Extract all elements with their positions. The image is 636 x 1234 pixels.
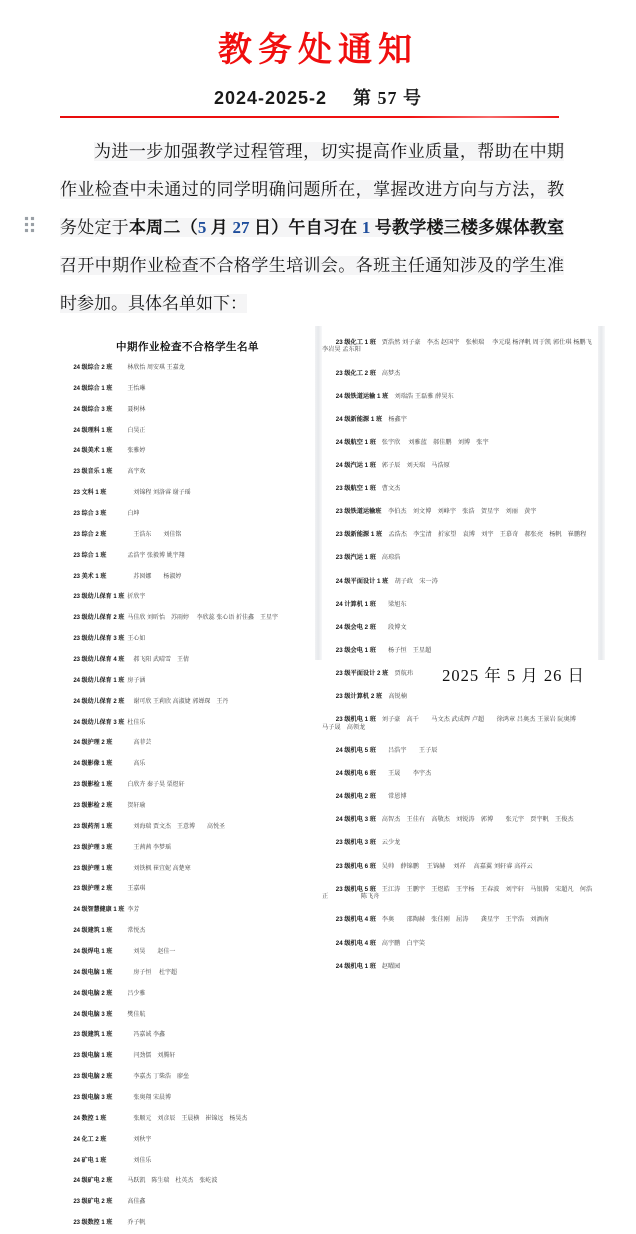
student-names: 高佳鑫	[127, 1199, 146, 1206]
student-names: 李伯杰 刘文博 刘峰宇 张浩 贺星宇 刘丽 黄宇	[381, 508, 537, 516]
class-label: 23 级护理 3 班	[73, 844, 113, 851]
roster-row	[60, 421, 315, 442]
roster-row	[322, 385, 596, 408]
roster-row	[322, 616, 596, 639]
student-names: 常恩博	[381, 793, 407, 801]
class-label: 24 级会电 2 班	[335, 623, 376, 631]
student-names: 刘昊 赵佳一	[127, 949, 176, 956]
student-names: 刘佳乐	[127, 1157, 152, 1164]
student-names: 高宇欢	[127, 469, 146, 476]
student-names: 聂树林	[127, 406, 146, 413]
class-label: 24 级护理 2 班	[73, 740, 113, 747]
roster-row	[60, 1088, 315, 1109]
class-label: 23 级影检 2 班	[73, 803, 113, 809]
semester-code: 2024-2025-2	[213, 88, 328, 108]
roster-row	[322, 708, 603, 739]
student-names: 刘海瑞 贾文杰 王意博 高悦圣	[127, 823, 226, 830]
class-label: 23 级电脑 2 班	[73, 1074, 113, 1081]
class-label: 23 综合 3 班	[73, 510, 107, 517]
student-names: 刘瑞浩 王磊雅 薛昊东	[388, 392, 454, 400]
class-label: 24 级电脑 2 班	[73, 990, 113, 997]
student-names: 高梦杰	[381, 369, 401, 377]
class-label: 23 级新能源 1 班	[335, 531, 383, 539]
roster-row	[322, 932, 596, 955]
class-label: 24 级理科 1 班	[73, 427, 113, 434]
page-edge-divider	[315, 326, 322, 660]
class-label: 24 级矿电 2 班	[73, 1178, 113, 1185]
class-label: 24 级幼儿保育 1 班	[73, 677, 125, 684]
class-label: 23 级建筑 1 班	[73, 1032, 113, 1039]
roster-row	[60, 608, 315, 629]
class-label: 23 级机电 1 班	[335, 716, 376, 724]
roster-row	[322, 809, 596, 832]
notice-paragraph[interactable]	[60, 133, 564, 323]
class-label: 23 级机电 5 班	[335, 885, 376, 893]
roster-row	[60, 1130, 315, 1151]
roster-row	[60, 650, 315, 671]
student-names: 吕浩宇 王子辰	[381, 746, 438, 754]
class-label: 23 级机电 3 班	[335, 839, 376, 847]
student-names: 贾浩然 刘子豪 李杰 赵国宇 张桢瑞 李元琨 杨泽帆 周于凯 郭仕琪 杨鹏飞 李岩昊 孟东阳	[322, 338, 594, 354]
notice-number: 第 57 号	[353, 88, 423, 108]
roster-row	[322, 762, 596, 785]
roster-row	[60, 587, 315, 608]
student-names: 李奥 邵陶赫 张佳刚 屈涛 龚星宇 王宇浩 刘酒南	[381, 916, 549, 924]
paragraph-segment: 27	[232, 218, 250, 237]
student-names: 李芳	[127, 907, 140, 914]
roster-row	[60, 796, 315, 817]
class-label: 24 级机电 1 班	[335, 962, 376, 970]
class-label: 24 级综合 1 班	[73, 385, 113, 392]
roster-row	[60, 525, 315, 546]
roster-row	[60, 462, 315, 483]
issue-number	[0, 84, 636, 110]
roster-row	[322, 685, 596, 708]
roster-row	[60, 1192, 315, 1213]
roster-row	[60, 1046, 315, 1067]
student-names: 刘锦程 刘洛睿 谢子瑶	[127, 490, 191, 497]
class-label: 24 级航空 1 班	[335, 438, 376, 446]
drag-handle-icon[interactable]	[25, 217, 34, 232]
student-names: 刘秋宇	[127, 1136, 152, 1143]
student-names: 李嘉杰 丁柴浩 廖垒	[127, 1074, 190, 1081]
class-label: 23 级电脑 1 班	[73, 1053, 113, 1060]
class-label: 24 化工 2 班	[73, 1136, 107, 1143]
roster-row	[322, 570, 596, 593]
student-names: 王茜茜 李梦瑶	[127, 844, 172, 851]
class-label: 23 级计算机 2 班	[335, 693, 383, 701]
student-names: 王怡琳	[127, 385, 146, 392]
student-names: 房子恒 杜宇超	[127, 969, 178, 976]
class-label: 24 级智慧健康 1 班	[73, 907, 125, 914]
student-names: 白昊正	[127, 427, 146, 434]
roster-row	[60, 441, 315, 462]
roster-row	[60, 567, 315, 588]
date-line: 2025 年 5 月 26 日	[442, 666, 585, 685]
roster-row	[60, 713, 315, 734]
class-label: 23 级幼儿保育 3 班	[73, 636, 125, 643]
roster-row	[60, 629, 315, 650]
class-label: 24 计算机 1 班	[335, 600, 376, 608]
class-label: 24 级机电 6 班	[335, 770, 376, 778]
student-names: 张雅婷	[127, 448, 146, 455]
class-label: 24 级电脑 1 班	[73, 969, 113, 976]
roster-row	[60, 963, 315, 984]
roster-row	[60, 379, 315, 400]
roster-row	[60, 1213, 315, 1234]
roster-row	[60, 879, 315, 900]
paragraph-segment: 召开中期作业检查不合格学生培训会。各班主任通知涉及的学生准时参加。具体名单如下：	[60, 256, 564, 313]
student-names: 马跃凯 陈生瑞 杜英杰 张屹波	[127, 1178, 218, 1185]
class-label: 23 级铁道运输班	[335, 508, 382, 516]
student-names: 云少龙	[381, 839, 401, 847]
class-label: 23 综合 2 班	[73, 531, 107, 538]
class-label: 24 级机电 4 班	[335, 939, 376, 947]
class-label: 24 级美术 1 班	[73, 448, 113, 455]
class-label: 24 级幼儿保育 2 班	[73, 698, 125, 705]
roster-row	[322, 362, 596, 385]
student-names: 房子涵	[127, 677, 146, 684]
student-names: 刘子豪 高千 马文杰 武成辉 卢超 徐鸿章 吕奥杰 王景岩 阮奥博 马子晟 高领龙	[322, 716, 603, 731]
student-names: 杨鑫宇	[382, 415, 407, 423]
roster-row	[322, 878, 596, 909]
roster-row	[322, 500, 596, 523]
class-label: 23 级药剂 1 班	[73, 823, 113, 830]
roster-left-column	[60, 326, 315, 1227]
student-names: 王江涛 王鹏宇 王煜皓 王宇杨 王春波 刘宇轩 马银腾 宋超凡 何浩正 陈飞舟	[322, 885, 593, 901]
roster-row	[322, 739, 596, 762]
roster-row	[60, 733, 315, 754]
student-names: 白欣卉 秦子昊 栗煜轩	[127, 782, 185, 789]
class-label: 23 级会电 1 班	[335, 646, 376, 654]
roster-row	[60, 1005, 315, 1026]
roster-row	[60, 942, 315, 963]
student-names: 孟浩宇 张毅博 姚宇翔	[127, 552, 185, 559]
student-names: 高宇鹏 白宇笑	[381, 939, 426, 947]
student-names: 闫劲儒 刘腾轩	[127, 1053, 176, 1060]
student-names: 杨子恒 王星超	[381, 646, 432, 654]
roster-row	[322, 639, 596, 662]
roster-row	[60, 817, 315, 838]
class-label: 23 文科 1 班	[73, 490, 107, 497]
class-label: 23 美术 1 班	[73, 573, 107, 580]
student-names: 胡子政 宋一涛	[388, 577, 438, 585]
student-names: 刘铁枫 崔宜妮 高楚寒	[127, 865, 191, 872]
class-label: 23 级平面设计 2 班	[335, 669, 389, 677]
roster-row	[322, 524, 596, 547]
paragraph-segment: 月	[206, 218, 233, 237]
paragraph-segment: 本周二（	[128, 218, 198, 237]
roster-title: 中期作业检查不合格学生名单	[116, 341, 259, 353]
class-label: 23 级机电 4 班	[335, 916, 376, 924]
class-label: 23 级护理 2 班	[73, 886, 113, 893]
class-label: 23 级电脑 3 班	[73, 1095, 113, 1102]
roster-row	[322, 454, 596, 477]
class-label: 23 综合 1 班	[73, 552, 107, 559]
student-names: 吴帅 薛锦鹏 王锦赫 刘祥 高嘉翼 刘轩睿 高祥云	[381, 862, 533, 870]
student-names: 常悦杰	[127, 928, 146, 935]
class-label: 24 级幼儿保育 3 班	[73, 719, 125, 726]
class-label: 23 级汽运 1 班	[335, 554, 376, 562]
class-label: 24 级电脑 3 班	[73, 1011, 113, 1018]
roster-row	[60, 692, 315, 713]
roster-row	[60, 483, 315, 504]
student-names: 高锐楠	[382, 693, 407, 701]
student-names: 马佳欣 刘昕怡 苏雨婷 李欣蕊 张心语 折佳鑫 王星宇	[127, 615, 279, 622]
class-label: 23 级幼儿保育 1 班	[73, 594, 125, 601]
class-label: 23 级机电 6 班	[335, 862, 376, 870]
roster-row	[322, 331, 596, 362]
roster-row	[322, 855, 596, 878]
roster-row	[60, 671, 315, 692]
student-names: 高菲芸	[127, 740, 152, 747]
class-label: 24 级新能源 1 班	[335, 415, 383, 423]
student-names: 谢可欣 王莉欣 高淑婕 郭婵琛 王丹	[127, 698, 229, 705]
class-label: 24 级机电 5 班	[335, 746, 376, 754]
class-label: 24 级机电 2 班	[335, 793, 376, 801]
student-names: 杜佳乐	[127, 719, 146, 726]
paragraph-segment: 为进一步加强教学过程管理，切实提高作业质量，帮助在中期作业检查中未通过的同学明确问题所在，掌握改进方向与方法，教务处定于	[60, 142, 564, 237]
class-label: 23 级护理 1 班	[73, 865, 113, 872]
paragraph-segment: 日）午自习在	[249, 218, 362, 237]
roster-row	[322, 785, 596, 808]
student-names: 冯嘉诚 李鑫	[127, 1032, 166, 1039]
roster-row	[60, 400, 315, 421]
student-names: 张宇欣 刘雅蓝 郝佳鹏 刘博 张宇	[381, 438, 489, 446]
red-divider-line	[60, 116, 559, 118]
roster-row	[60, 358, 315, 379]
class-label: 23 级矿电 2 班	[73, 1199, 113, 1206]
roster-row	[60, 900, 315, 921]
paragraph-segment: 5	[197, 218, 207, 237]
roster-row	[60, 859, 315, 880]
roster-row	[322, 832, 596, 855]
student-names: 孟浩杰 李宝清 折家望 袁博 刘宇 王慕奇 郝张亮 杨帆 崔鹏程	[382, 531, 587, 539]
class-label: 23 级幼儿保育 2 班	[73, 615, 125, 622]
class-label: 24 级综合 2 班	[73, 364, 113, 371]
class-label: 23 级航空 1 班	[335, 485, 376, 493]
class-label: 24 级影像 1 班	[73, 761, 113, 768]
student-names: 赵曜园	[381, 962, 401, 970]
class-label: 24 级综合 3 班	[73, 406, 113, 413]
student-names: 王嘉琪	[127, 886, 146, 893]
class-label: 24 级机电 3 班	[335, 816, 376, 824]
student-names: 吕少雅	[127, 990, 146, 997]
student-names: 白坤	[127, 510, 140, 517]
roster-row	[60, 775, 315, 796]
student-names: 高琼浩	[381, 554, 401, 562]
class-label: 23 级化工 2 班	[335, 369, 376, 377]
student-names: 樊佳航	[127, 1011, 146, 1018]
student-names: 苏囡娜 杨淑婷	[127, 573, 182, 580]
class-label: 24 级铁道运输 1 班	[335, 392, 389, 400]
class-label: 24 级建筑 1 班	[73, 928, 113, 935]
student-names: 段博文	[381, 623, 407, 631]
roster-row	[322, 431, 596, 454]
class-label: 23 级幼儿保育 4 班	[73, 656, 125, 663]
student-names: 贺轩瑜	[127, 803, 146, 809]
student-names: 张顺元 刘彦辰 王晨横 崔锦远 杨昊杰	[127, 1115, 248, 1122]
roster-row	[322, 477, 596, 500]
class-label: 24 级汽运 1 班	[335, 461, 376, 469]
student-names: 林欣怡 周安琪 王嘉龙	[127, 364, 185, 371]
roster-row	[322, 593, 596, 616]
roster-row	[60, 546, 315, 567]
student-names: 梁旭东	[381, 600, 407, 608]
class-label: 24 数控 1 班	[73, 1115, 107, 1122]
roster-row	[322, 547, 596, 570]
student-names: 贾航玮	[388, 669, 414, 677]
roster-row	[60, 1067, 315, 1088]
roster-row	[60, 984, 315, 1005]
roster-row	[60, 1026, 315, 1047]
class-label: 23 级音乐 1 班	[73, 469, 113, 476]
page-title: 教务处通知	[218, 31, 418, 69]
class-label: 24 矿电 1 班	[73, 1157, 107, 1164]
student-names: 折欣宇	[127, 594, 146, 601]
roster-row	[60, 1109, 315, 1130]
roster-row	[60, 504, 315, 525]
roster-row	[60, 838, 315, 859]
student-names: 王晟 李宇杰	[381, 770, 432, 778]
paragraph-segment: 1	[361, 218, 371, 237]
student-names: 郝飞阳 武晴雪 王倩	[127, 656, 190, 663]
class-label: 24 级焊电 1 班	[73, 949, 113, 956]
roster-row	[322, 408, 596, 431]
student-names: 高乐	[127, 761, 146, 768]
class-label: 24 级平面设计 1 班	[335, 577, 389, 585]
student-names: 高智杰 王佳有 高敬杰 刘锐涛 郭博 张元宇 贾宇帆 王俊杰	[381, 816, 574, 824]
roster-row	[322, 909, 596, 932]
class-label: 23 级化工 1 班	[335, 338, 376, 346]
student-names: 郭子辰 刘天瑞 马浩原	[381, 461, 450, 469]
student-names: 王浩东 刘佳铭	[127, 531, 182, 538]
class-label: 23 级影检 1 班	[73, 782, 113, 789]
class-label: 23 级数控 1 班	[73, 1220, 113, 1227]
student-names: 王心如	[127, 636, 146, 643]
student-names: 乔子帆	[127, 1220, 146, 1227]
paragraph-segment: 号教学楼三楼多媒体教室	[370, 218, 565, 237]
roster-row	[60, 754, 315, 775]
roster-row	[60, 1172, 315, 1193]
roster-row	[60, 921, 315, 942]
page-edge-divider-right	[598, 326, 605, 660]
student-names: 曹文杰	[381, 485, 401, 493]
roster-row	[322, 955, 596, 978]
roster-row	[60, 1151, 315, 1172]
student-names: 张奥翔 宋晨博	[127, 1095, 172, 1102]
